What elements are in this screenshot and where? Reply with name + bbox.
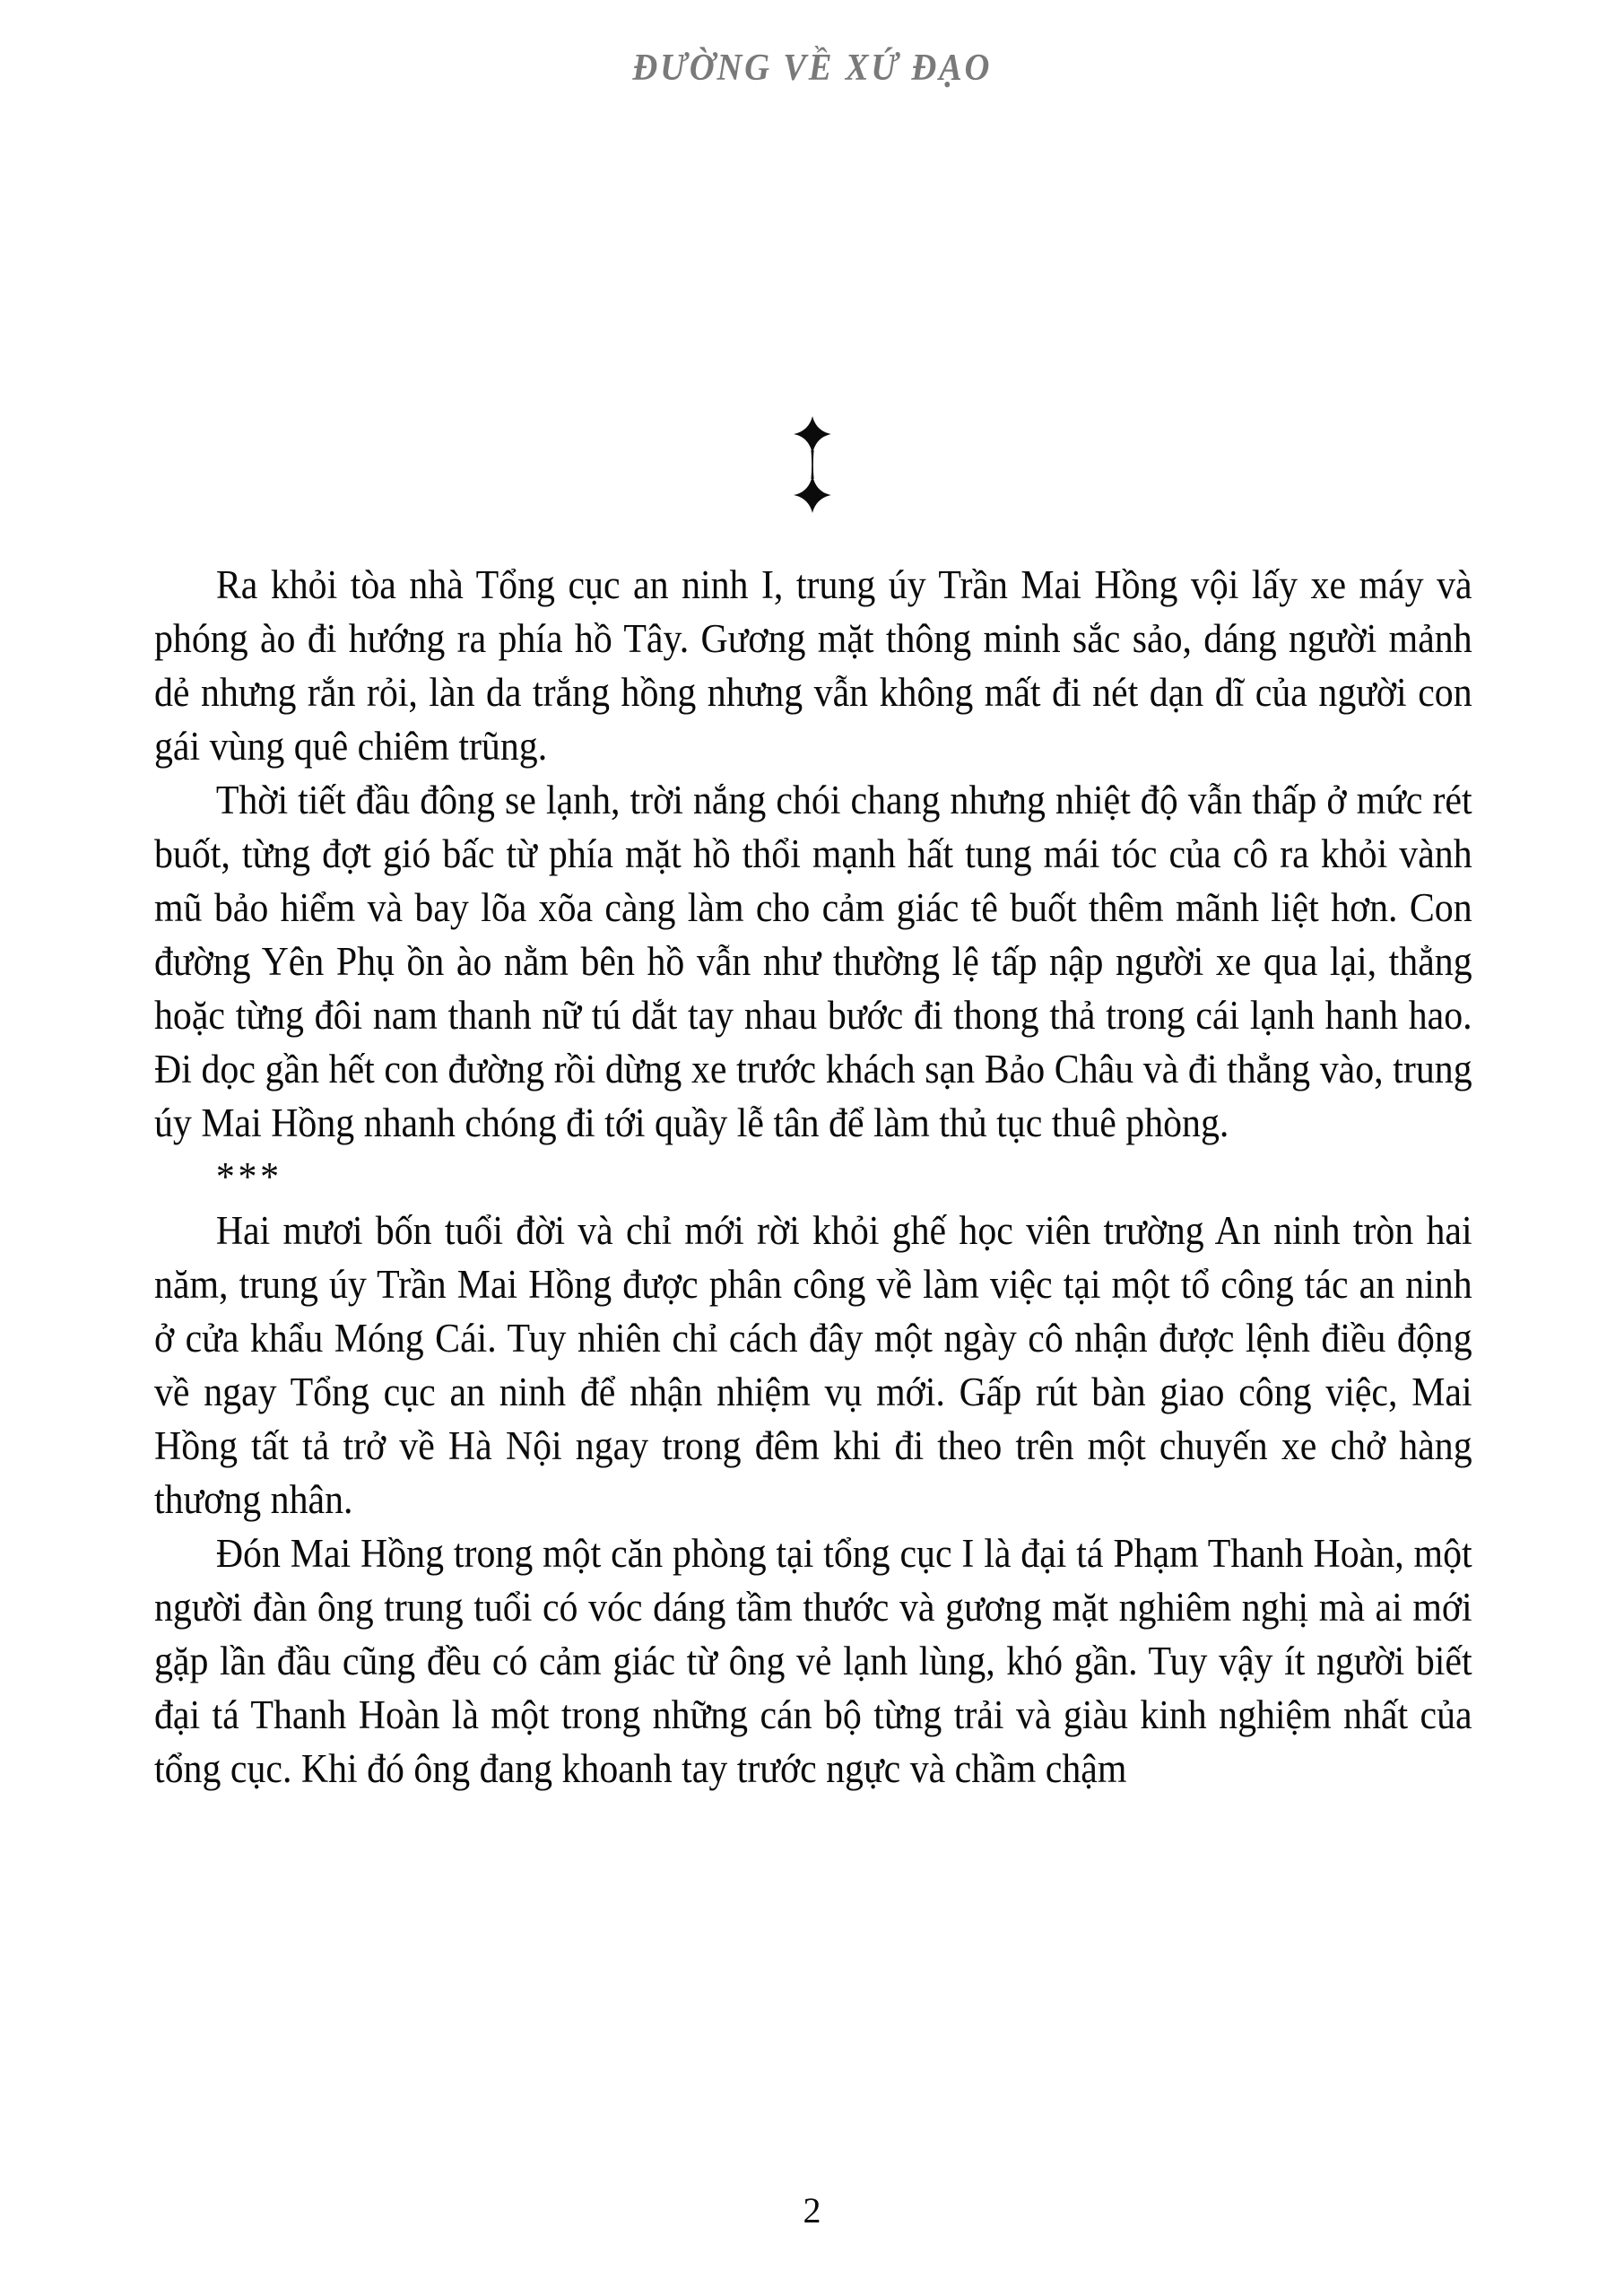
running-header <box>0 47 1624 90</box>
page-number-footer <box>0 2189 1624 2231</box>
paragraph: Thời tiết đầu đông se lạnh, trời nắng chói chang nhưng nhiệt độ vẫn thấp ở mức rét buốt, từng đợt gió bấc từ phía mặt hồ thổi mạnh hất tung mái tóc của cô ra khỏi vành mũ bảo hiểm và bay lõa xõa càng làm cho cảm giác tê buốt thêm mãnh liệt hơn. Con đường Yên Phụ ồn ào nằm bên hồ vẫn như thường lệ tấp nập người xe qua lại, thẳng hoặc từng đôi nam thanh nữ tú dắt tay nhau bước đi thong thả trong cái lạnh hanh hao. Đi dọc gần hết con đường rồi dừng xe trước khách sạn Bảo Châu và đi thẳng vào, trung úy Mai Hồng nhanh chóng đi tới quầy lễ tân để làm thủ tục thuê phòng. <box>154 778 1472 1145</box>
section-ornament <box>0 414 1624 522</box>
double-fleuron-ornament-icon <box>792 503 833 518</box>
paragraph: Đón Mai Hồng trong một căn phòng tại tổng cục I là đại tá Phạm Thanh Hoàn, một người đàn ông trung tuổi có vóc dáng tầm thước và gương mặt nghiêm nghị mà ai mới gặp lần đầu cũng đều có cảm giác từ ông vẻ lạnh lùng, khó gần. Tuy vậy ít người biết đại tá Thanh Hoàn là một trong những cán bộ từng trải và giàu kinh nghiệm nhất của tổng cục. Khi đó ông đang khoanh tay trước ngực và chầm chậm <box>154 1531 1472 1791</box>
body-textblock <box>154 558 1472 1796</box>
running-header-title: ĐƯỜNG VỀ XỨ ĐẠO <box>632 48 992 89</box>
paragraph: Hai mươi bốn tuổi đời và chỉ mới rời khỏi ghế học viên trường An ninh tròn hai năm, trung úy Trần Mai Hồng được phân công về làm việc tại một tổ công tác an ninh ở cửa khẩu Móng Cái. Tuy nhiên chỉ cách đây một ngày cô nhận được lệnh điều động về ngay Tổng cục an ninh để nhận nhiệm vụ mới. Gấp rút bàn giao công việc, Mai Hồng tất tả trở về Hà Nội ngay trong đêm khi đi theo trên một chuyến xe chở hàng thương nhân. <box>154 1208 1472 1522</box>
page-number: 2 <box>803 2190 821 2231</box>
scene-break-separator: *** <box>215 1154 282 1199</box>
paragraph: Ra khỏi tòa nhà Tổng cục an ninh I, trung úy Trần Mai Hồng vội lấy xe máy và phóng ào đi hướng ra phía hồ Tây. Gương mặt thông minh sắc sảo, dáng người mảnh dẻ nhưng rắn rỏi, làn da trắng hồng nhưng vẫn không mất đi nét dạn dĩ của người con gái vùng quê chiêm trũng. <box>154 562 1472 769</box>
